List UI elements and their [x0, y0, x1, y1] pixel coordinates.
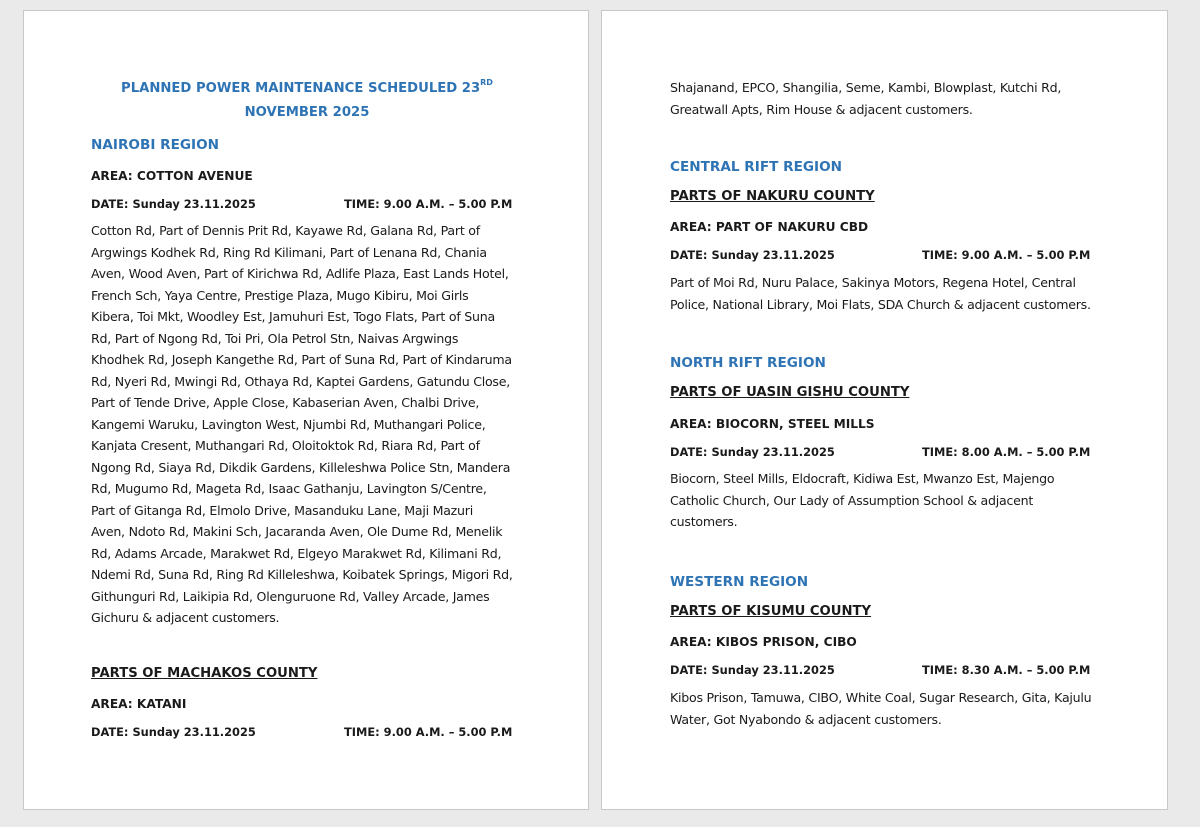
- continued-affected-areas: [670, 77, 1110, 120]
- title-line1: PLANNED POWER MAINTENANCE SCHEDULED 23: [121, 81, 481, 96]
- nairobi-region-heading: NAIROBI REGION: [91, 137, 220, 153]
- text-line: Biocorn, Steel Mills, Eldocraft, Kidiwa Est, Mwanzo Est, Majengo: [670, 471, 1055, 486]
- text-line: Kibera, Toi Mkt, Woodley Est, Jamuhuri Est, Togo Flats, Part of Suna: [91, 309, 495, 324]
- nakuru-area: AREA: PART OF NAKURU CBD: [670, 220, 869, 234]
- nairobi-affected-areas: [91, 220, 531, 629]
- text-line: Greatwall Apts, Rim House & adjacent customers.: [670, 101, 973, 117]
- text-line: Cotton Rd, Part of Dennis Prit Rd, Kayawe Rd, Galana Rd, Part of: [91, 223, 480, 238]
- machakos-time: TIME: 9.00 A.M. – 5.00 P.M: [344, 725, 513, 739]
- text-line: Ngong Rd, Siaya Rd, Dikdik Gardens, Killeleshwa Police Stn, Mandera: [91, 459, 511, 475]
- text-line: Part of Tende Drive, Apple Close, Kabaserian Aven, Chalbi Drive,: [91, 395, 480, 410]
- text-line: Ndemi Rd, Suna Rd, Ring Rd Killeleshwa, Koibatek Springs, Migori Rd,: [91, 567, 513, 582]
- kisumu-date: DATE: Sunday 23.11.2025: [670, 663, 835, 677]
- kisumu-affected-areas: [670, 687, 1110, 730]
- text-line: Khodhek Rd, Joseph Kangethe Rd, Part of Suna Rd, Part of Kindaruma: [91, 352, 512, 367]
- text-line: Kangemi Waruku, Lavington West, Njumbi Rd, Muthangari Police,: [91, 416, 486, 432]
- nairobi-area: AREA: COTTON AVENUE: [91, 169, 253, 183]
- nakuru-county-heading: PARTS OF NAKURU COUNTY: [670, 189, 875, 204]
- text-line: Water, Got Nyabondo & adjacent customers.: [670, 711, 942, 727]
- nairobi-date: DATE: Sunday 23.11.2025: [91, 197, 256, 211]
- text-line: Kibos Prison, Tamuwa, CIBO, White Coal, Sugar Research, Gita, Kajulu: [670, 690, 1092, 705]
- document-page-right: [601, 10, 1168, 810]
- title-line2: NOVEMBER 2025: [244, 105, 370, 120]
- document-page-left: [23, 10, 589, 810]
- text-line: Rd, Part of Ngong Rd, Toi Pri, Ola Petrol Stn, Naivas Argwings: [91, 330, 459, 346]
- text-line: Aven, Wood Aven, Part of Kirichwa Rd, Adlife Plaza, East Lands Hotel,: [91, 266, 509, 281]
- title-superscript: RD: [480, 78, 493, 87]
- text-line: Part of Moi Rd, Nuru Palace, Sakinya Motors, Regena Hotel, Central: [670, 275, 1076, 290]
- machakos-county-heading: PARTS OF MACHAKOS COUNTY: [91, 666, 318, 681]
- north-rift-region-heading: NORTH RIFT REGION: [670, 355, 826, 371]
- text-line: Gichuru & adjacent customers.: [91, 610, 280, 625]
- text-line: Argwings Kodhek Rd, Ring Rd Kilimani, Part of Lenana Rd, Chania: [91, 244, 487, 260]
- text-line: Shajanand, EPCO, Shangilia, Seme, Kambi, Blowplast, Kutchi Rd,: [670, 80, 1062, 95]
- uasin-gishu-area: AREA: BIOCORN, STEEL MILLS: [670, 417, 875, 431]
- nakuru-time: TIME: 9.00 A.M. – 5.00 P.M: [922, 248, 1091, 262]
- text-line: Kanjata Cresent, Muthangari Rd, Oloitoktok Rd, Riara Rd, Part of: [91, 438, 480, 453]
- text-line: Catholic Church, Our Lady of Assumption School & adjacent: [670, 492, 1034, 508]
- text-line: Part of Gitanga Rd, Elmolo Drive, Masanduku Lane, Maji Mazuri: [91, 502, 473, 518]
- text-line: Rd, Nyeri Rd, Mwingi Rd, Othaya Rd, Kaptei Gardens, Gatundu Close,: [91, 373, 510, 389]
- nakuru-affected-areas: [670, 272, 1110, 315]
- machakos-date: DATE: Sunday 23.11.2025: [91, 725, 256, 739]
- machakos-area: AREA: KATANI: [91, 697, 187, 711]
- uasin-gishu-date: DATE: Sunday 23.11.2025: [670, 445, 835, 459]
- text-line: Githunguri Rd, Laikipia Rd, Olenguruone Rd, Valley Arcade, James: [91, 588, 490, 604]
- nakuru-date: DATE: Sunday 23.11.2025: [670, 248, 835, 262]
- kisumu-time: TIME: 8.30 A.M. – 5.00 P.M: [922, 663, 1091, 677]
- kisumu-area: AREA: KIBOS PRISON, CIBO: [670, 635, 857, 649]
- text-line: Police, National Library, Moi Flats, SDA Church & adjacent customers.: [670, 296, 1091, 312]
- western-region-heading: WESTERN REGION: [670, 574, 809, 590]
- text-line: Aven, Ndoto Rd, Makini Sch, Jacaranda Aven, Ole Dume Rd, Menelik: [91, 524, 503, 539]
- nairobi-time: TIME: 9.00 A.M. – 5.00 P.M: [344, 197, 513, 211]
- text-line: French Sch, Yaya Centre, Prestige Plaza, Mugo Kibiru, Moi Girls: [91, 287, 469, 303]
- uasin-gishu-time: TIME: 8.00 A.M. – 5.00 P.M: [922, 445, 1091, 459]
- text-line: Rd, Adams Arcade, Marakwet Rd, Elgeyo Marakwet Rd, Kilimani Rd,: [91, 545, 502, 561]
- central-rift-region-heading: CENTRAL RIFT REGION: [670, 159, 843, 175]
- page-title: [91, 77, 523, 125]
- text-line: customers.: [670, 514, 738, 529]
- kisumu-county-heading: PARTS OF KISUMU COUNTY: [670, 604, 872, 619]
- uasin-gishu-county-heading: PARTS OF UASIN GISHU COUNTY: [670, 385, 910, 400]
- uasin-gishu-affected-areas: [670, 468, 1110, 533]
- text-line: Rd, Mugumo Rd, Mageta Rd, Isaac Gathanju, Lavington S/Centre,: [91, 481, 487, 496]
